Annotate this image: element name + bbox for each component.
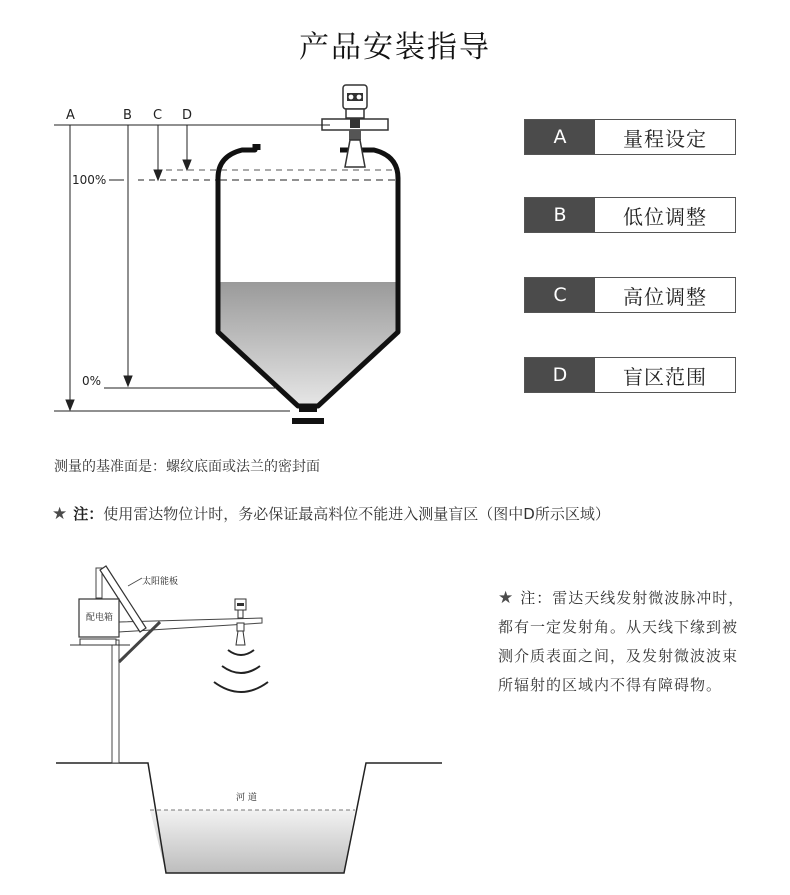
beam-angle-note <box>498 584 748 700</box>
legend-value: 低位调整 <box>623 204 707 229</box>
legend-key: D <box>525 358 595 392</box>
page-title: 产品安装指导 <box>299 30 491 65</box>
legend-value: 高位调整 <box>623 284 707 309</box>
legend-key: C <box>525 278 595 312</box>
star-icon: ★ <box>52 504 68 524</box>
tank-material <box>218 282 398 406</box>
legend-key: A <box>525 120 595 154</box>
note-text: 使用雷达物位计时，务必保证最高料位不能进入测量盲区（图中D所示区域） <box>103 505 610 523</box>
blind-zone-note <box>52 503 610 524</box>
legend-value: 量程设定 <box>623 126 707 151</box>
legend-value: 盲区范围 <box>623 364 707 389</box>
legend-item-b <box>524 197 736 233</box>
radar-level-meter <box>322 85 388 167</box>
tank-outlet <box>299 406 317 412</box>
label-100-percent: 100% <box>72 173 107 187</box>
label-river: 河 道 <box>236 793 257 803</box>
label-d: D <box>182 108 193 123</box>
label-solar-panel: 太阳能板 <box>142 577 179 587</box>
label-c: C <box>153 108 163 123</box>
note-text: 雷达天线发射微波脉冲时，都有一定发射角。从天线下缘到被测介质表面之间，及发射微波波束所辐射的区域内不得有障碍物。 <box>498 589 745 694</box>
label-0-percent: 0% <box>82 374 102 388</box>
label-b: B <box>123 108 132 123</box>
note-lead: 注： <box>520 589 553 607</box>
legend-item-d <box>524 357 736 393</box>
legend-key: B <box>525 198 595 232</box>
baseline-note: 测量的基准面是：螺纹底面或法兰的密封面 <box>54 459 320 475</box>
tank-outlet-base <box>292 418 324 424</box>
legend-item-a <box>524 119 736 155</box>
mounting-pole <box>112 640 119 763</box>
legend-item-c <box>524 277 736 313</box>
river-water <box>150 810 355 873</box>
note-lead: 注： <box>73 505 104 523</box>
label-a: A <box>66 108 75 123</box>
river-scene <box>56 566 442 873</box>
star-icon: ★ <box>498 588 515 608</box>
label-distribution-box: 配电箱 <box>86 613 114 623</box>
